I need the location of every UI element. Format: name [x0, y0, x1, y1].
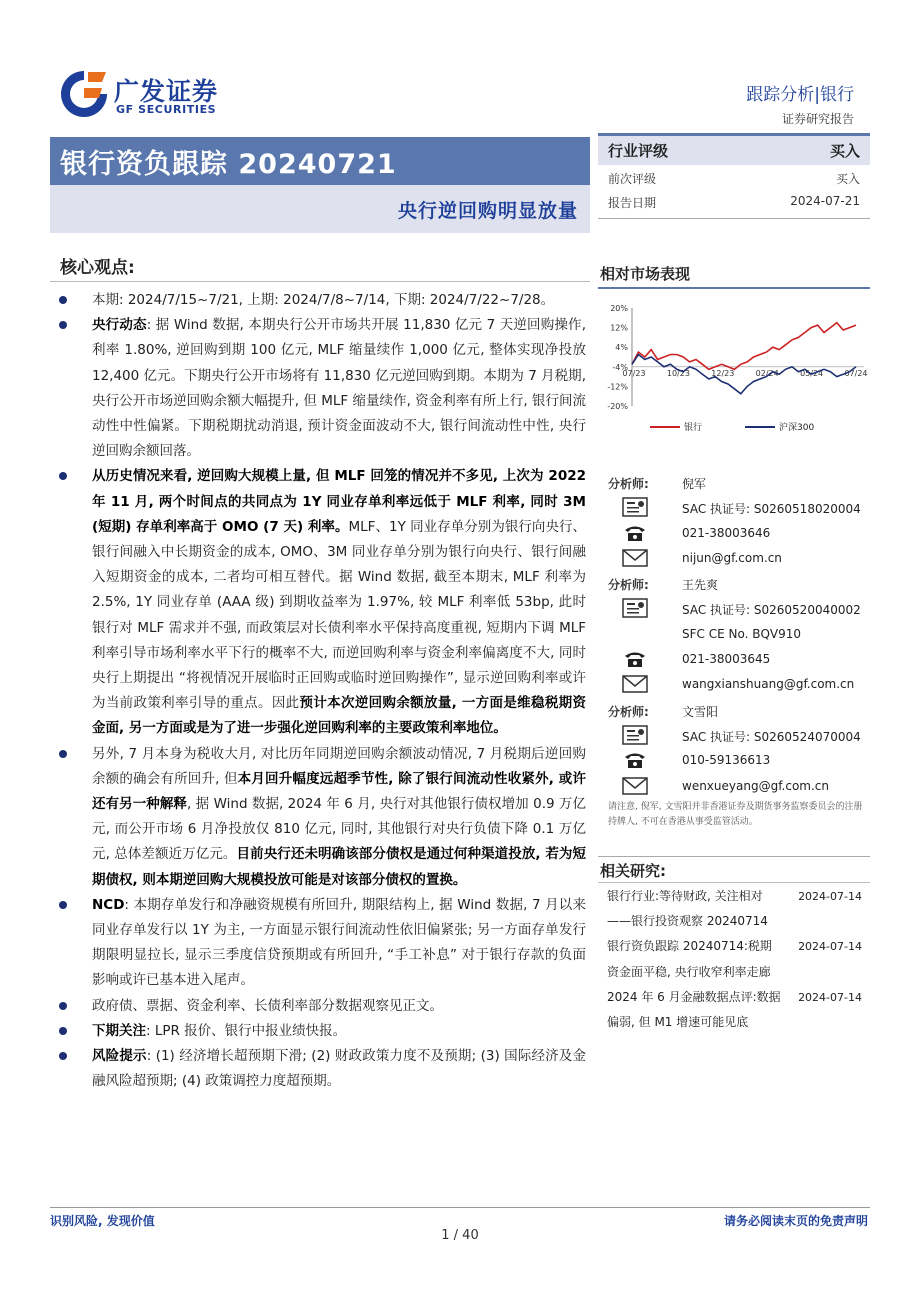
bullet-item: [58, 994, 586, 1019]
analyst-row: [598, 470, 870, 495]
bullet-text: [92, 1023, 346, 1039]
phone-row: [598, 647, 870, 672]
bullet-text: [92, 746, 586, 888]
related-item-text: 银行行业:等待财政, 关注相对——银行投资观察 20240714: [607, 889, 768, 929]
prev-rating-value: 买入: [835, 172, 860, 186]
gf-logo-icon: [58, 68, 110, 120]
sac-number: SAC 执证号: S0260524070004: [682, 729, 861, 744]
analyst-note: 请注意, 倪军, 文雪阳并非香港证券及期货事务监察委员会的注册持牌人, 不可在香港从事受监管活动。: [608, 802, 863, 827]
analyst-name: 文雪阳: [682, 704, 719, 719]
email-row: [598, 774, 870, 799]
bullet-dot: [59, 1002, 67, 1010]
sac-row: [598, 495, 870, 520]
bullet-text-bold: NCD: [92, 896, 125, 913]
subtitle-band: [50, 185, 590, 233]
y-tick-label: 4%: [615, 343, 628, 353]
phone-row: [598, 748, 870, 773]
bullet-item: [58, 288, 586, 313]
series-line-bank: [632, 323, 856, 370]
bullet-text: [92, 292, 554, 308]
phone-icon: [622, 649, 648, 669]
footer-disclaimer: 请务必阅读末页的免责声明: [723, 1214, 868, 1228]
industry-rating: [598, 133, 870, 165]
footer-divider: [50, 1207, 870, 1208]
analyst-section: [598, 470, 870, 799]
market-perf-title: 相对市场表现: [600, 265, 691, 283]
date-value: 2024-07-21: [790, 194, 860, 208]
analyst-label: 分析师:: [608, 704, 649, 719]
bullet-dot: [59, 1052, 67, 1060]
core-divider: [50, 281, 590, 282]
bullet-text-run: MLF、1Y 同业存单分别为银行向央行、银行间融入中长期资金的成本, OMO、3M 同业存单分别为银行向央行、银行间融入短期资金的成本, 二者均可相互替代。据 Wind 数据, 截至本期末, MLF 利率为 2.5%, 1Y 同业存单 (AAA 级) 到期收益率为 1.97%, 较 MLF 利率低 53bp, 此时银行对 MLF 需求并不强, 而政策层对长债利率水平保持高度重视, 短期内下调 MLF 利率引导市场利率水平下行的概率不大, 而逆回购利率与资金利率偏离度不大, 同时央行上期提出 “将视情况开展临时正回购或临时逆回购操作”, 显示逆回购利率或许为当前政策利率引导的重点。因此: [92, 518, 587, 712]
company-logo: [58, 68, 248, 122]
related-divider: [598, 882, 870, 883]
x-tick-label: 10/23: [666, 368, 690, 378]
bullet-item: [58, 464, 586, 741]
bullet-text: [92, 998, 443, 1014]
page-number: 1 / 40: [441, 1228, 479, 1243]
bullet-text-bold: 本月回升幅度远超季节性, 除了银行间流动性收紧外, 或许还有另一种解释: [92, 770, 586, 813]
rating-value: 买入: [829, 142, 860, 160]
certificate-icon: [622, 598, 648, 618]
bullet-text-run: 政府债、票据、资金利率、长债利率部分数据观察见正文。: [92, 997, 443, 1014]
email-row: [598, 672, 870, 697]
sac-row: [598, 723, 870, 748]
y-tick-label: 12%: [610, 323, 628, 333]
bullet-text: [92, 468, 586, 736]
bullet-dot: [59, 1027, 67, 1035]
email-row: [598, 546, 870, 571]
analyst-row: [598, 698, 870, 723]
email-address[interactable]: wenxueyang@gf.com.cn: [682, 778, 829, 793]
market-perf-chart: [600, 296, 868, 442]
bullet-text: [92, 317, 586, 459]
bullet-text-run: : 据 Wind 数据, 本期央行公开市场共开展 11,830 亿元 7 天逆回购操作, 利率 1.80%, 逆回购到期 100 亿元, MLF 缩量续作 1,000 亿元, 整体实现净投放 12,400 亿元。下期央行公开市场将有 11,830 亿元逆回购到期。本期为 7 月税期, 央行公开市场逆回购余额大幅提升, 但 MLF 缩量续作, 资金利率有所上行, 银行间流动性中性偏紧。下期税期扰动消退, 预计资金面波动不大, 银行间流动性中性, 央行逆回购余额回落。: [92, 317, 587, 460]
bullet-item: [58, 742, 586, 893]
bullet-dot: [59, 296, 67, 304]
related-title: 相关研究:: [600, 862, 666, 880]
mail-icon: [622, 548, 648, 568]
bullet-dot: [59, 321, 67, 329]
title-band: [50, 137, 590, 185]
phone-row: [598, 521, 870, 546]
related-item-date: 2024-07-14: [798, 940, 862, 954]
analyst-name: 王先爽: [682, 578, 719, 593]
bullet-dot: [59, 472, 67, 480]
analyst-label: 分析师:: [608, 477, 649, 491]
analyst-row: [598, 571, 870, 596]
bullet-text-bold: 央行动态: [92, 317, 147, 334]
bullet-text: [92, 897, 586, 989]
bullet-text: [92, 1048, 586, 1089]
y-tick-label: -4%: [612, 362, 628, 372]
email-address[interactable]: wangxianshuang@gf.com.cn: [682, 677, 855, 692]
legend-label: 沪深300: [779, 423, 815, 433]
rating-label: 行业评级: [608, 142, 669, 160]
phone-icon: [622, 750, 648, 770]
logo-text-en: GF SECURITIES: [116, 103, 217, 116]
footer-slogan: 识别风险, 发现价值: [50, 1214, 155, 1228]
phone-number: 021-38003646: [682, 525, 771, 540]
bullet-dot: [59, 901, 67, 909]
bullet-text-run: : 本期存单发行和净融资规模有所回升, 期限结构上, 据 Wind 数据, 7 月以来同业存单发行以 1Y 为主, 一方面显示银行间流动性依旧偏紧张; 另一方面存单发行期限明显拉长, 显示三季度信贷预期或有所回升, “手工补息” 对于银行存款的负面影响或许已基本进入尾声。: [92, 896, 586, 989]
certificate-icon: [622, 725, 648, 745]
market-perf-divider: [598, 287, 870, 289]
bullet-text-bold: 预计本次逆回购余额放量, 一方面是维稳税期资金面, 另一方面或是为了进一步强化逆回购利率的主要政策利率地位。: [92, 695, 587, 737]
bullet-item: [58, 893, 586, 994]
related-list: [607, 884, 870, 1035]
phone-icon: [622, 523, 648, 543]
logo-text-cn: 广发证券: [114, 77, 219, 106]
legend-label: 银行: [684, 423, 703, 433]
x-tick-label: 12/23: [711, 368, 735, 378]
sac-number: SAC 执证号: S0260520040002: [682, 603, 861, 618]
bullet-item: [58, 1044, 586, 1094]
report-title: 银行资负跟踪 20240721: [60, 149, 397, 180]
email-address[interactable]: nijun@gf.com.cn: [682, 550, 782, 565]
analyst-label: 分析师:: [608, 578, 649, 593]
related-item-text: 2024 年 6 月金融数据点评:数据偏弱, 但 M1 增速可能见底: [607, 989, 781, 1030]
related-divider-top: [598, 856, 870, 857]
bullet-text-bold: 从历史情况来看, 逆回购大规模上量, 但 MLF 回笼的情况并不多见, 上次为 2022 年 11 月, 两个时间点的共同点为 1Y 同业存单利率远低于 MLF 利率, 同时 3M (短期) 存单利率高于 OMO (7 天) 利率。: [92, 468, 586, 535]
mail-icon: [622, 674, 648, 694]
x-tick-label: 07/24: [844, 368, 868, 378]
bullet-item: [58, 313, 586, 464]
x-tick-label: 07/23: [622, 368, 646, 378]
sfc-row: [598, 622, 870, 647]
bullet-text-run: : (1) 经济增长超预期下滑; (2) 财政政策力度不及预期; (3) 国际经济及金融风险超预期; (4) 政策调控力度超预期。: [92, 1048, 587, 1090]
related-item[interactable]: [607, 985, 870, 1035]
core-bullet-list: [58, 288, 586, 1095]
core-title: 核心观点:: [60, 258, 135, 278]
bullet-text-bold: 下期关注: [92, 1022, 146, 1039]
mail-icon: [622, 776, 648, 796]
sac-row: [598, 596, 870, 621]
bullet-text-run: : LPR 报价、银行中报业绩快报。: [146, 1022, 347, 1039]
sac-number: SAC 执证号: S0260518020004: [682, 502, 861, 517]
certificate-icon: [622, 497, 648, 517]
phone-number: 010-59136613: [682, 753, 771, 768]
bullet-text-bold: 目前央行还未明确该部分债权是通过何种渠道投放, 若为短期债权, 则本期逆回购大规模投放可能是对该部分债权的置换。: [92, 846, 586, 888]
report-category: 跟踪分析|银行: [746, 85, 854, 105]
bullet-text-run: 另外, 7 月本身为税收大月, 对比历年同期逆回购余额波动情况, 7 月税期后逆回购余额的确会有所回升, 但: [92, 745, 586, 787]
phone-number: 021-38003645: [682, 652, 771, 667]
analyst-name: 倪军: [682, 477, 707, 491]
date-label: 报告日期: [608, 196, 657, 210]
bullet-dot: [59, 750, 67, 758]
bullet-text-run: , 据 Wind 数据, 2024 年 6 月, 央行对其他银行债权增加 0.9 万亿元, 而公开市场 6 月净投放仅 810 亿元, 同时, 其他银行对央行负债下降 0.1 万亿元, 总体差额近万亿元。: [92, 796, 587, 863]
related-item-date: 2024-07-14: [798, 990, 862, 1004]
bullet-text-bold: 风险提示: [92, 1048, 147, 1065]
related-item[interactable]: [607, 934, 870, 984]
x-tick-label: 02/24: [755, 368, 779, 378]
prev-rating-label: 前次评级: [608, 172, 657, 186]
y-tick-label: -20%: [607, 402, 628, 411]
bullet-text-run: 本期: 2024/7/15~7/21, 上期: 2024/7/8~7/14, 下期: 2024/7/22~7/28。: [92, 292, 555, 308]
x-tick-label: 05/24: [800, 368, 824, 378]
sfc-number: SFC CE No. BQV910: [682, 626, 802, 641]
related-item-text: 银行资负跟踪 20240714:税期资金面平稳, 央行收窄利率走廊: [607, 939, 772, 979]
report-subtitle: 央行逆回购明显放量: [397, 200, 578, 222]
related-item-date: 2024-07-14: [798, 890, 862, 903]
report-type: 证券研究报告: [781, 112, 854, 126]
rating-divider: [598, 218, 870, 219]
bullet-item: [58, 1019, 586, 1044]
y-tick-label: -12%: [607, 382, 628, 392]
related-item[interactable]: [607, 884, 870, 934]
y-tick-label: 20%: [610, 304, 628, 313]
